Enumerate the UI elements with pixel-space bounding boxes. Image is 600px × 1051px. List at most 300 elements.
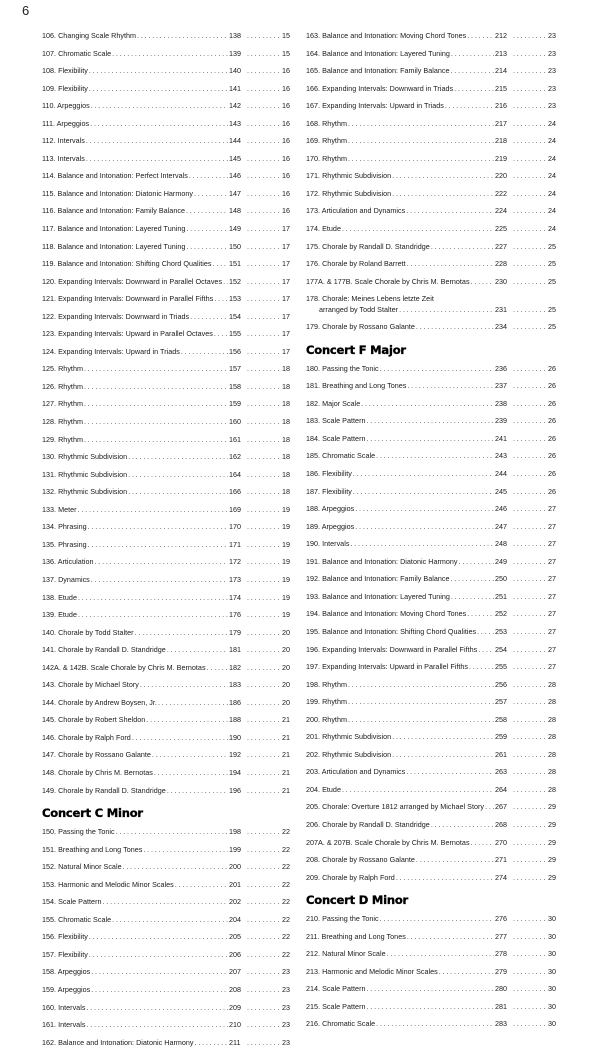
toc-entry[interactable] bbox=[42, 553, 290, 571]
dot-leader bbox=[247, 132, 281, 150]
book-page: 26 bbox=[547, 398, 556, 408]
toc-entry[interactable] bbox=[306, 711, 556, 729]
score-page: 215 bbox=[495, 83, 508, 93]
entry-title: 183. Scale Pattern bbox=[306, 416, 366, 426]
toc-entry[interactable] bbox=[306, 851, 556, 869]
dot-leader bbox=[247, 963, 281, 981]
toc-entry[interactable] bbox=[42, 343, 290, 361]
dot-leader bbox=[91, 97, 228, 115]
score-page: 230 bbox=[495, 276, 508, 286]
dot-leader bbox=[247, 483, 281, 501]
toc-entry[interactable] bbox=[306, 746, 556, 764]
entry-title: 143. Chorale by Michael Story bbox=[42, 680, 139, 690]
section-heading-concert-c-minor: Concert C Minor bbox=[42, 806, 143, 821]
book-page: 27 bbox=[547, 591, 556, 601]
toc-entry[interactable] bbox=[306, 1015, 556, 1033]
toc-entry[interactable] bbox=[306, 553, 556, 571]
book-page: 27 bbox=[547, 626, 556, 636]
dot-leader bbox=[91, 571, 228, 589]
toc-entry[interactable] bbox=[306, 360, 556, 378]
score-page: 164 bbox=[229, 469, 242, 479]
book-page: 16 bbox=[281, 136, 290, 146]
toc-block-d-minor bbox=[306, 910, 556, 1033]
dot-leader bbox=[348, 132, 494, 150]
toc-entry[interactable] bbox=[306, 27, 556, 45]
dot-leader bbox=[513, 869, 547, 887]
score-page: 249 bbox=[495, 556, 508, 566]
toc-entry[interactable] bbox=[306, 641, 556, 659]
score-page: 278 bbox=[495, 949, 508, 959]
book-page: 24 bbox=[547, 171, 556, 181]
toc-entry[interactable] bbox=[306, 869, 556, 887]
entry-title: 174. Etude bbox=[306, 224, 341, 234]
entry-title: 124. Expanding Intervals: Upward in Triads bbox=[42, 346, 180, 356]
dot-leader bbox=[355, 500, 494, 518]
toc-entry[interactable] bbox=[42, 858, 290, 876]
dot-leader bbox=[247, 782, 281, 800]
toc-entry[interactable] bbox=[306, 998, 556, 1016]
toc-entry[interactable] bbox=[42, 395, 290, 413]
dot-leader bbox=[513, 963, 547, 981]
toc-entry[interactable] bbox=[306, 45, 556, 63]
toc-entry[interactable] bbox=[306, 447, 556, 465]
toc-entry[interactable] bbox=[306, 115, 556, 133]
toc-entry[interactable] bbox=[42, 1016, 290, 1034]
score-page: 158 bbox=[229, 381, 242, 391]
entry-title: 112. Intervals bbox=[42, 136, 85, 146]
toc-entry[interactable] bbox=[42, 185, 290, 203]
score-page: 207 bbox=[229, 967, 242, 977]
score-page: 194 bbox=[229, 767, 242, 777]
dot-leader bbox=[247, 448, 281, 466]
entry-title: 176. Chorale by Roland Barrett bbox=[306, 259, 406, 269]
dot-leader bbox=[513, 255, 547, 273]
toc-entry[interactable] bbox=[42, 220, 290, 238]
book-page: 27 bbox=[547, 662, 556, 672]
book-page: 22 bbox=[281, 897, 290, 907]
toc-entry[interactable] bbox=[42, 782, 290, 800]
toc-entry[interactable] bbox=[306, 781, 556, 799]
entry-title: 207A. & 207B. Scale Chorale by Chris M. Bernotas bbox=[306, 837, 470, 847]
book-page: 25 bbox=[547, 276, 556, 286]
dot-leader bbox=[89, 946, 228, 964]
dot-leader bbox=[86, 999, 228, 1017]
dot-leader bbox=[513, 447, 547, 465]
entry-title: 173. Articulation and Dynamics bbox=[306, 206, 406, 216]
dot-leader bbox=[91, 981, 228, 999]
dot-leader bbox=[128, 483, 228, 501]
dot-leader bbox=[91, 963, 228, 981]
toc-entry[interactable] bbox=[42, 999, 290, 1017]
toc-entry[interactable] bbox=[306, 430, 556, 448]
toc-entry[interactable] bbox=[306, 570, 556, 588]
toc-entry[interactable] bbox=[306, 202, 556, 220]
toc-entry[interactable] bbox=[42, 589, 290, 607]
toc-entry[interactable] bbox=[306, 928, 556, 946]
dot-leader bbox=[247, 676, 281, 694]
score-page: 174 bbox=[229, 592, 242, 602]
dot-leader bbox=[513, 45, 547, 63]
dot-leader bbox=[89, 62, 228, 80]
book-page: 29 bbox=[547, 837, 556, 847]
toc-entry[interactable] bbox=[42, 624, 290, 642]
entry-title: 158. Arpeggios bbox=[42, 967, 91, 977]
toc-entry[interactable] bbox=[42, 928, 290, 946]
toc-entry[interactable] bbox=[42, 676, 290, 694]
score-page: 210 bbox=[229, 1020, 242, 1030]
entry-title: 171. Rhythmic Subdivision bbox=[306, 171, 392, 181]
dot-leader bbox=[513, 711, 547, 729]
toc-entry[interactable] bbox=[42, 27, 290, 45]
toc-entry[interactable] bbox=[306, 238, 556, 256]
score-page: 264 bbox=[495, 784, 508, 794]
score-page: 152 bbox=[229, 276, 242, 286]
dot-leader bbox=[513, 945, 547, 963]
dot-leader bbox=[348, 150, 494, 168]
book-page: 27 bbox=[547, 644, 556, 654]
score-page: 236 bbox=[495, 363, 508, 373]
toc-entry[interactable] bbox=[306, 255, 556, 273]
book-page: 30 bbox=[547, 949, 556, 959]
score-page: 281 bbox=[495, 1001, 508, 1011]
toc-entry[interactable] bbox=[306, 676, 556, 694]
toc-entry[interactable] bbox=[306, 377, 556, 395]
toc-entry[interactable] bbox=[42, 62, 290, 80]
toc-entry[interactable] bbox=[42, 290, 290, 308]
entry-title: 190. Intervals bbox=[306, 539, 350, 549]
book-page: 16 bbox=[281, 83, 290, 93]
toc-entry[interactable] bbox=[42, 518, 290, 536]
score-page: 188 bbox=[229, 715, 242, 725]
toc-entry[interactable] bbox=[306, 963, 556, 981]
dot-leader bbox=[90, 115, 228, 133]
dot-leader bbox=[247, 62, 281, 80]
dot-leader bbox=[513, 80, 547, 98]
entry-title: 126. Rhythm bbox=[42, 381, 83, 391]
dot-leader bbox=[513, 605, 547, 623]
dot-leader bbox=[135, 624, 228, 642]
toc-entry[interactable] bbox=[42, 466, 290, 484]
entry-title: 197. Expanding Intervals: Upward in Parallel Fifths bbox=[306, 662, 469, 672]
toc-entry[interactable] bbox=[306, 80, 556, 98]
dot-leader bbox=[181, 343, 228, 361]
toc-entry[interactable] bbox=[42, 431, 290, 449]
toc-entry[interactable] bbox=[42, 360, 290, 378]
dot-leader bbox=[471, 273, 494, 291]
toc-entry[interactable] bbox=[42, 273, 290, 291]
toc-entry[interactable] bbox=[42, 764, 290, 782]
entry-title: 213. Harmonic and Melodic Minor Scales bbox=[306, 966, 438, 976]
dot-leader bbox=[459, 553, 494, 571]
dot-leader bbox=[116, 823, 228, 841]
toc-entry[interactable] bbox=[42, 981, 290, 999]
toc-entry[interactable] bbox=[306, 623, 556, 641]
toc-entry[interactable] bbox=[306, 693, 556, 711]
toc-entry[interactable] bbox=[306, 185, 556, 203]
dot-leader bbox=[247, 395, 281, 413]
dot-leader bbox=[78, 589, 228, 607]
book-page: 29 bbox=[547, 802, 556, 812]
toc-entry-179[interactable] bbox=[306, 318, 556, 336]
entry-title: 211. Breathing and Long Tones bbox=[306, 931, 406, 941]
toc-entry[interactable] bbox=[306, 588, 556, 606]
toc-entry[interactable] bbox=[42, 729, 290, 747]
dot-leader bbox=[154, 764, 228, 782]
toc-entry[interactable] bbox=[306, 605, 556, 623]
book-page: 21 bbox=[281, 715, 290, 725]
score-page: 263 bbox=[495, 767, 508, 777]
dot-leader bbox=[247, 641, 281, 659]
toc-entry[interactable] bbox=[42, 536, 290, 554]
dot-leader bbox=[396, 869, 494, 887]
dot-leader bbox=[451, 570, 494, 588]
dot-leader bbox=[84, 395, 228, 413]
book-page: 19 bbox=[281, 610, 290, 620]
book-page: 16 bbox=[281, 171, 290, 181]
book-page: 23 bbox=[547, 48, 556, 58]
score-page: 192 bbox=[229, 750, 242, 760]
toc-entry[interactable] bbox=[42, 876, 290, 894]
toc-entry[interactable] bbox=[42, 413, 290, 431]
book-page: 17 bbox=[281, 329, 290, 339]
score-page: 261 bbox=[495, 749, 508, 759]
toc-entry[interactable] bbox=[42, 80, 290, 98]
book-page: 16 bbox=[281, 66, 290, 76]
dot-leader bbox=[513, 430, 547, 448]
toc-entry[interactable] bbox=[306, 763, 556, 781]
dot-leader bbox=[513, 781, 547, 799]
entry-title: 212. Natural Minor Scale bbox=[306, 949, 386, 959]
entry-title: 152. Natural Minor Scale bbox=[42, 862, 122, 872]
dot-leader bbox=[454, 80, 494, 98]
dot-leader bbox=[513, 676, 547, 694]
toc-entry[interactable] bbox=[306, 150, 556, 168]
entry-title: 113. Intervals bbox=[42, 153, 85, 163]
score-page: 200 bbox=[229, 862, 242, 872]
toc-entry[interactable] bbox=[306, 535, 556, 553]
toc-entry[interactable] bbox=[42, 378, 290, 396]
book-page: 19 bbox=[281, 522, 290, 532]
entry-title: 151. Breathing and Long Tones bbox=[42, 844, 143, 854]
dot-leader bbox=[392, 167, 494, 185]
dot-leader bbox=[247, 1034, 281, 1051]
entry-title: 180. Passing the Tonic bbox=[306, 363, 379, 373]
dot-leader bbox=[247, 764, 281, 782]
toc-entry[interactable] bbox=[42, 911, 290, 929]
toc-entry[interactable] bbox=[42, 132, 290, 150]
toc-entry[interactable] bbox=[306, 834, 556, 852]
toc-entry[interactable] bbox=[42, 746, 290, 764]
dot-leader bbox=[247, 185, 281, 203]
entry-title: 201. Rhythmic Subdivision bbox=[306, 732, 392, 742]
entry-title: 164. Balance and Intonation: Layered Tuning bbox=[306, 48, 450, 58]
toc-entry[interactable] bbox=[42, 946, 290, 964]
toc-entry[interactable] bbox=[42, 571, 290, 589]
toc-entry[interactable] bbox=[42, 308, 290, 326]
score-page: 157 bbox=[229, 364, 242, 374]
entry-title: 167. Expanding Intervals: Upward in Triads bbox=[306, 101, 444, 111]
toc-entry[interactable] bbox=[42, 841, 290, 859]
entry-title: 194. Balance and Intonation: Moving Chord Tones bbox=[306, 609, 467, 619]
toc-entry[interactable] bbox=[306, 980, 556, 998]
toc-entry[interactable] bbox=[306, 483, 556, 501]
toc-entry[interactable] bbox=[42, 115, 290, 133]
dot-leader bbox=[513, 535, 547, 553]
toc-entry[interactable] bbox=[42, 255, 290, 273]
toc-block-f-major bbox=[306, 360, 556, 886]
dot-leader bbox=[392, 728, 494, 746]
dot-leader bbox=[392, 746, 494, 764]
score-page: 162 bbox=[229, 452, 242, 462]
toc-entry[interactable] bbox=[42, 167, 290, 185]
book-page: 17 bbox=[281, 294, 290, 304]
score-page: 150 bbox=[229, 241, 242, 251]
toc-entry[interactable] bbox=[42, 641, 290, 659]
toc-entry[interactable] bbox=[42, 711, 290, 729]
dot-leader bbox=[513, 763, 547, 781]
book-page: 18 bbox=[281, 417, 290, 427]
toc-entry[interactable] bbox=[306, 816, 556, 834]
dot-leader bbox=[128, 448, 228, 466]
score-page: 149 bbox=[229, 224, 242, 234]
dot-leader bbox=[247, 501, 281, 519]
dot-leader bbox=[78, 501, 228, 519]
dot-leader bbox=[94, 553, 228, 571]
dot-leader bbox=[137, 27, 228, 45]
dot-leader bbox=[392, 185, 494, 203]
score-page: 252 bbox=[495, 609, 508, 619]
toc-entry[interactable] bbox=[306, 945, 556, 963]
dot-leader bbox=[513, 483, 547, 501]
dot-leader bbox=[439, 963, 494, 981]
book-page: 20 bbox=[281, 627, 290, 637]
score-page: 179 bbox=[229, 627, 242, 637]
toc-entry[interactable] bbox=[306, 220, 556, 238]
toc-entry[interactable] bbox=[42, 45, 290, 63]
dot-leader bbox=[247, 606, 281, 624]
score-page: 213 bbox=[495, 48, 508, 58]
score-page: 238 bbox=[495, 398, 508, 408]
dot-leader bbox=[361, 395, 494, 413]
dot-leader bbox=[214, 325, 228, 343]
toc-entry[interactable] bbox=[306, 728, 556, 746]
score-page: 251 bbox=[495, 591, 508, 601]
entry-title: 108. Flexibility bbox=[42, 66, 88, 76]
dot-leader bbox=[485, 798, 494, 816]
dot-leader bbox=[513, 27, 547, 45]
score-page: 204 bbox=[229, 914, 242, 924]
toc-entry[interactable] bbox=[306, 910, 556, 928]
dot-leader bbox=[513, 928, 547, 946]
toc-entry[interactable] bbox=[42, 1034, 290, 1051]
toc-entry[interactable] bbox=[42, 202, 290, 220]
toc-entry[interactable] bbox=[42, 963, 290, 981]
dot-leader bbox=[367, 430, 495, 448]
book-page: 22 bbox=[281, 949, 290, 959]
dot-leader bbox=[247, 659, 281, 677]
toc-entry[interactable] bbox=[42, 823, 290, 841]
entry-title: 107. Chromatic Scale bbox=[42, 48, 112, 58]
dot-leader bbox=[348, 711, 494, 729]
toc-entry[interactable] bbox=[306, 273, 556, 291]
toc-entry[interactable] bbox=[306, 412, 556, 430]
toc-entry[interactable] bbox=[42, 238, 290, 256]
toc-entry[interactable] bbox=[42, 659, 290, 677]
book-page: 17 bbox=[281, 311, 290, 321]
toc-entry[interactable] bbox=[306, 132, 556, 150]
toc-entry[interactable] bbox=[42, 97, 290, 115]
dot-leader bbox=[513, 641, 547, 659]
book-page: 24 bbox=[547, 224, 556, 234]
toc-entry[interactable] bbox=[306, 500, 556, 518]
book-page: 24 bbox=[547, 136, 556, 146]
dot-leader bbox=[207, 659, 228, 677]
score-page: 169 bbox=[229, 504, 242, 514]
toc-entry[interactable] bbox=[42, 501, 290, 519]
toc-entry[interactable] bbox=[306, 518, 556, 536]
toc-entry[interactable] bbox=[306, 62, 556, 80]
dot-leader bbox=[342, 220, 494, 238]
toc-entry[interactable] bbox=[306, 395, 556, 413]
toc-entry[interactable] bbox=[306, 97, 556, 115]
toc-entry[interactable] bbox=[42, 483, 290, 501]
entry-title: 216. Chromatic Scale bbox=[306, 1019, 376, 1029]
toc-entry-178[interactable] bbox=[306, 290, 556, 318]
dot-leader bbox=[247, 841, 281, 859]
book-page: 19 bbox=[281, 539, 290, 549]
dot-leader bbox=[247, 981, 281, 999]
dot-leader bbox=[471, 834, 494, 852]
toc-entry[interactable] bbox=[306, 465, 556, 483]
dot-leader bbox=[367, 412, 495, 430]
book-page: 28 bbox=[547, 767, 556, 777]
dot-leader bbox=[367, 980, 495, 998]
toc-entry[interactable] bbox=[42, 448, 290, 466]
dot-leader bbox=[380, 910, 494, 928]
dot-leader bbox=[431, 816, 494, 834]
dot-leader bbox=[247, 343, 281, 361]
book-page: 22 bbox=[281, 862, 290, 872]
toc-block-left-1 bbox=[42, 27, 290, 799]
toc-entry[interactable] bbox=[306, 798, 556, 816]
entry-title: 148. Chorale by Chris M. Bernotas bbox=[42, 767, 153, 777]
toc-entry[interactable] bbox=[42, 606, 290, 624]
entry-title: 121. Expanding Intervals: Downward in Parallel Fifths bbox=[42, 294, 214, 304]
book-page: 27 bbox=[547, 556, 556, 566]
toc-entry[interactable] bbox=[42, 325, 290, 343]
entry-title: 210. Passing the Tonic bbox=[306, 914, 379, 924]
entry-title: 185. Chromatic Scale bbox=[306, 451, 376, 461]
dot-leader bbox=[123, 858, 228, 876]
book-page: 20 bbox=[281, 662, 290, 672]
dot-leader bbox=[513, 360, 547, 378]
toc-entry[interactable] bbox=[42, 694, 290, 712]
dot-leader bbox=[158, 694, 228, 712]
entry-title: 147. Chorale by Rossano Galante bbox=[42, 750, 151, 760]
book-page: 24 bbox=[547, 118, 556, 128]
toc-entry[interactable] bbox=[42, 893, 290, 911]
dot-leader bbox=[84, 413, 228, 431]
toc-entry[interactable] bbox=[306, 167, 556, 185]
toc-entry[interactable] bbox=[42, 150, 290, 168]
book-page: 16 bbox=[281, 153, 290, 163]
score-page: 217 bbox=[495, 118, 508, 128]
dot-leader bbox=[467, 605, 494, 623]
book-page: 23 bbox=[281, 984, 290, 994]
toc-entry[interactable] bbox=[306, 658, 556, 676]
dot-leader bbox=[186, 238, 228, 256]
dot-leader bbox=[342, 781, 494, 799]
